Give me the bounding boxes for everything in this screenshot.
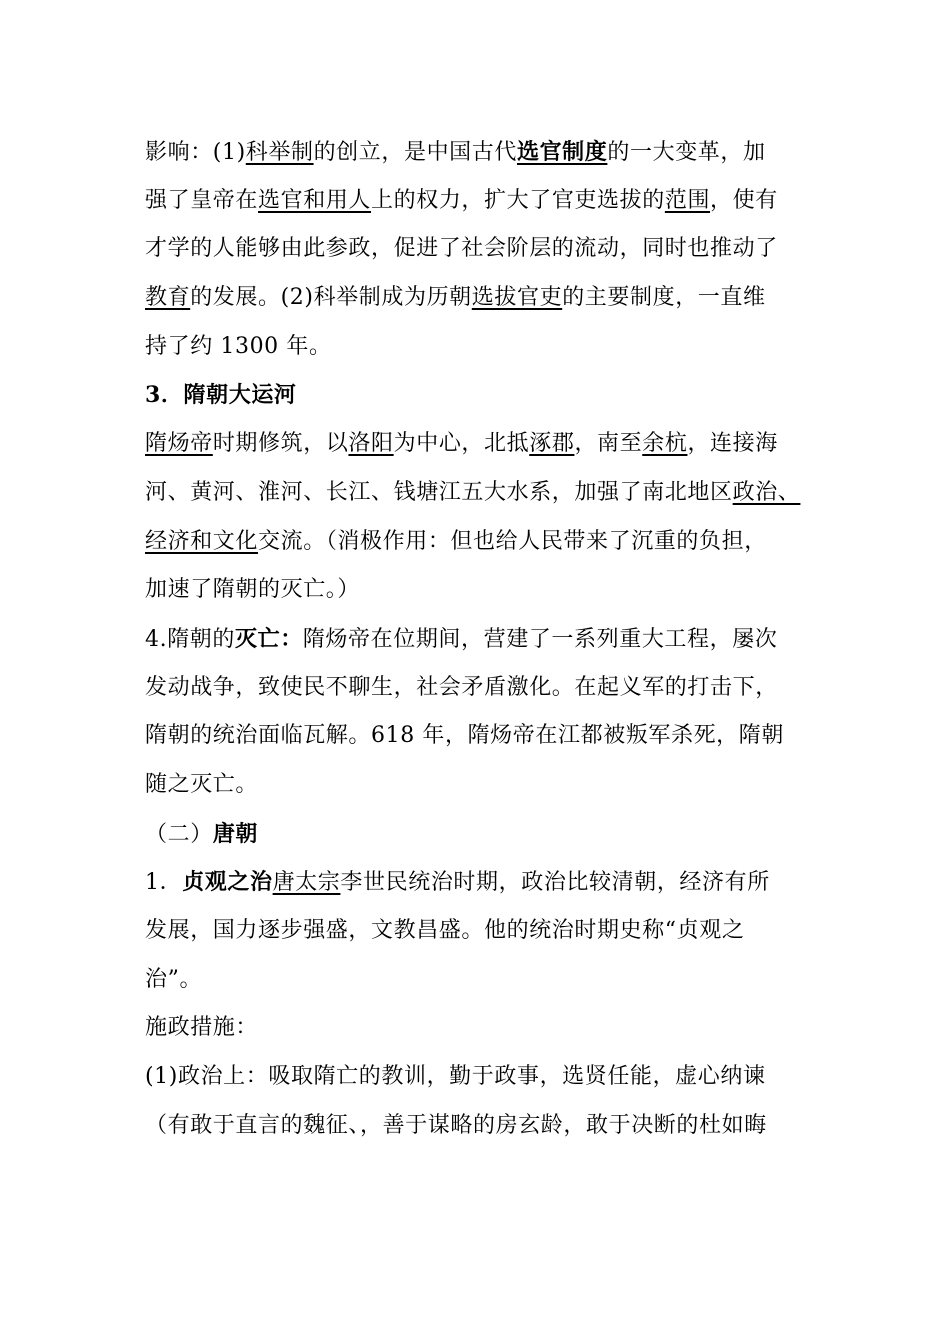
text-line bbox=[145, 1053, 835, 1102]
text-segment: 的一大变革，加 bbox=[607, 140, 766, 165]
text-segment: 上的权力，扩大了官吏选拔的 bbox=[371, 187, 665, 213]
text-segment: 4.隋朝的 bbox=[145, 626, 235, 652]
document-body bbox=[145, 128, 835, 1150]
text-segment: (1)政治上：吸取隋亡的教训，勤于政事，选贤任能，虚心纳谏 bbox=[145, 1064, 766, 1090]
text-line bbox=[145, 177, 835, 226]
text-segment: 才学的人能够由此参政，促进了社会阶层的流动，同时也推动了 bbox=[145, 236, 778, 262]
underlined-term: 隋炀帝 bbox=[145, 431, 213, 457]
text-line bbox=[145, 469, 835, 518]
text-segment: 的创立，是中国古代 bbox=[313, 140, 517, 165]
text-segment: 发展，国力逐步强盛，文教昌盛。他的统治时期史称“贞观之 bbox=[145, 918, 745, 943]
bold-term: 大运河 bbox=[228, 382, 297, 409]
text-segment: 李世民统治时期，政治比较清朝，经济有所 bbox=[340, 870, 770, 896]
underlined-term: 选官制度 bbox=[516, 139, 608, 165]
underlined-term: 教育 bbox=[145, 285, 191, 311]
underlined-term: 洛阳 bbox=[348, 431, 394, 457]
text-segment: 交流。（消极作用：但也给人民带来了沉重的负担， bbox=[258, 528, 767, 554]
bold-term: 灭亡： bbox=[235, 625, 303, 652]
text-line bbox=[145, 907, 835, 956]
underlined-term: 选官和用人 bbox=[258, 187, 372, 213]
underlined-term: 选拔官吏 bbox=[471, 285, 563, 311]
text-line bbox=[145, 858, 835, 907]
text-line bbox=[145, 956, 835, 1005]
text-segment: 时期修筑，以 bbox=[212, 431, 349, 457]
underlined-term: 政治、 bbox=[732, 479, 801, 505]
bold-term: 唐朝 bbox=[212, 820, 259, 847]
text-segment: （二） bbox=[145, 821, 213, 847]
text-line bbox=[145, 1102, 835, 1151]
text-segment: 隋炀帝在位期间，营建了一系列重大工程，屡次 bbox=[302, 626, 778, 652]
text-line bbox=[145, 323, 835, 372]
underlined-term: 范围 bbox=[664, 187, 711, 213]
text-segment: 的主要制度，一直维 bbox=[562, 285, 766, 311]
underlined-term: 经济和文化 bbox=[145, 528, 259, 554]
text-segment: 影响：(1) bbox=[145, 140, 246, 165]
text-line bbox=[145, 615, 835, 664]
text-line bbox=[145, 371, 835, 420]
text-segment: 为中心，北抵 bbox=[393, 431, 530, 457]
text-segment: ，连接海 bbox=[687, 431, 778, 457]
text-segment: 河、黄河、淮河、长江、钱塘江五大水系，加强了南北地区 bbox=[145, 479, 733, 505]
underlined-term: 涿郡 bbox=[529, 431, 575, 457]
text-line bbox=[145, 664, 835, 713]
text-segment: 的发展。(2)科举制成为历朝 bbox=[190, 285, 472, 311]
underlined-term: 唐太宗 bbox=[272, 870, 341, 896]
bold-term: 贞观之治 bbox=[182, 869, 273, 896]
text-segment: 隋朝的统治面临瓦解。618 年，隋炀帝在江都被叛军杀死，隋朝 bbox=[145, 723, 784, 749]
text-segment: 发动战争，致使民不聊生，社会矛盾激化。在起义军的打击下， bbox=[145, 674, 778, 700]
underlined-term: 科举制 bbox=[245, 140, 314, 165]
text-segment: 1． bbox=[145, 870, 183, 896]
text-line bbox=[145, 712, 835, 761]
text-line bbox=[145, 810, 835, 859]
bold-term: 3．隋朝 bbox=[145, 382, 229, 409]
text-segment: ，使有 bbox=[710, 187, 778, 213]
text-segment: 强了皇帝在 bbox=[145, 187, 259, 213]
text-segment: 施政措施： bbox=[145, 1015, 259, 1041]
text-segment: 随之灭亡。 bbox=[145, 771, 259, 797]
text-segment: 治”。 bbox=[145, 966, 203, 992]
text-segment: ，南至 bbox=[574, 431, 643, 457]
text-line bbox=[145, 566, 835, 615]
text-segment: 持了约 1300 年。 bbox=[145, 333, 332, 359]
text-line bbox=[145, 761, 835, 810]
text-segment: （有敢于直言的魏征、，善于谋略的房玄龄，敢于决断的杜如晦 bbox=[145, 1112, 767, 1138]
text-line bbox=[145, 225, 835, 274]
text-line bbox=[145, 128, 835, 177]
text-line bbox=[145, 1004, 835, 1053]
text-line bbox=[145, 518, 835, 567]
text-segment: 加速了隋朝的灭亡。） bbox=[145, 577, 361, 603]
text-line bbox=[145, 274, 835, 323]
underlined-term: 余杭 bbox=[642, 431, 688, 457]
text-line bbox=[145, 420, 835, 469]
